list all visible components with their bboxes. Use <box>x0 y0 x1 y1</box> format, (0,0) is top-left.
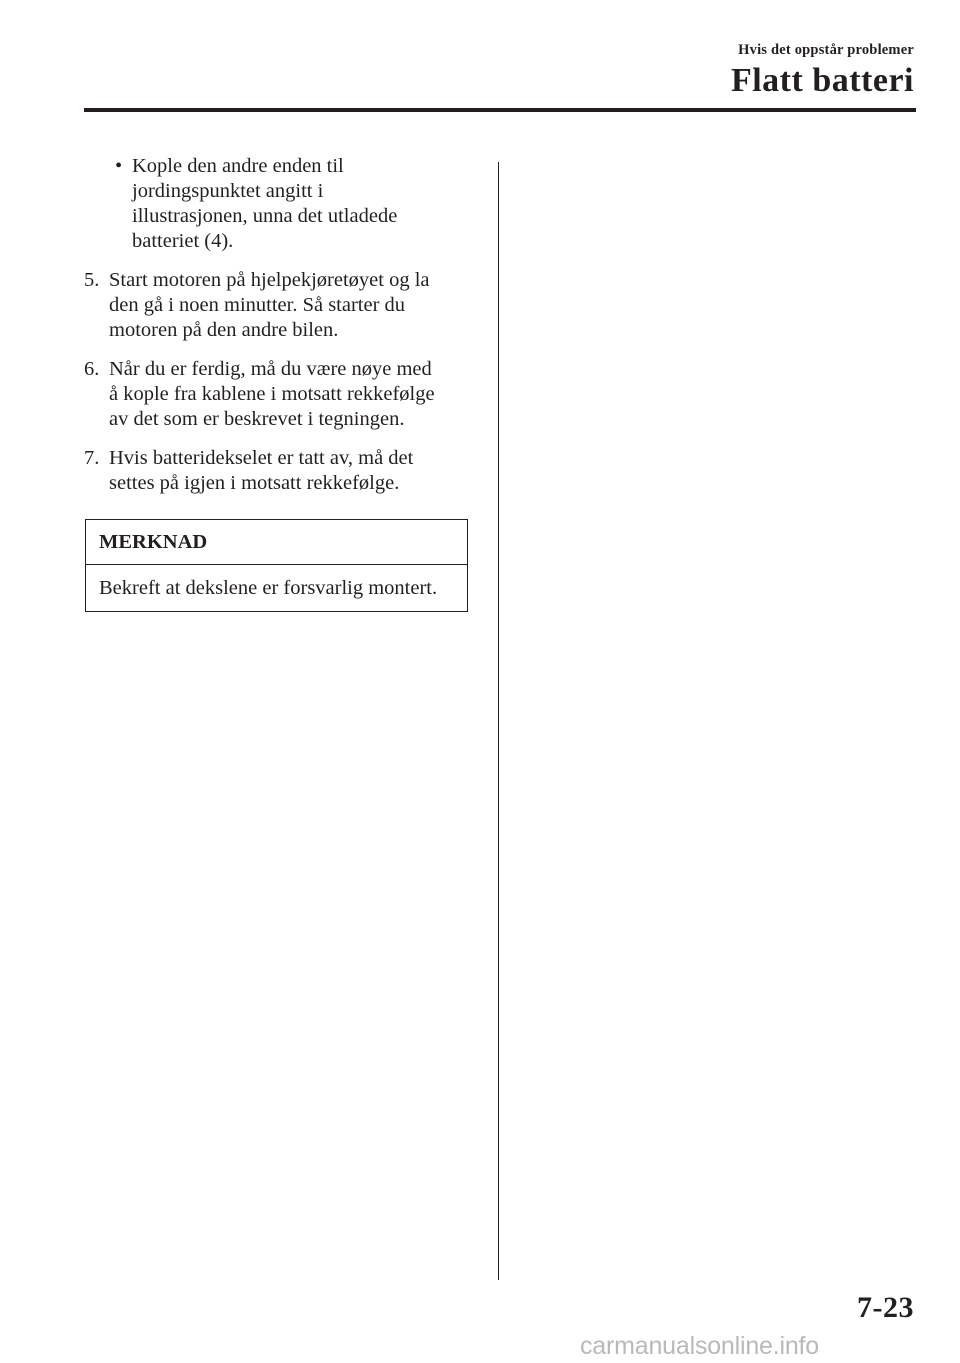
page-title: Flatt batteri <box>730 62 914 99</box>
note-box <box>85 519 468 612</box>
step-number: 7. <box>84 447 100 469</box>
step-line: Start motoren på hjelpekjøretøyet og la <box>109 269 430 291</box>
bullet-mark: • <box>115 155 123 177</box>
step-line: av det som er beskrevet i tegningen. <box>109 408 405 430</box>
step-item <box>84 357 474 432</box>
step-line: den gå i noen minutter. Så starter du <box>109 294 406 316</box>
bullet-item <box>84 154 474 254</box>
note-heading: MERKNAD <box>86 520 467 565</box>
step-number: 5. <box>84 269 100 291</box>
column-divider <box>498 162 499 1280</box>
step-number: 6. <box>84 358 100 380</box>
step-item <box>84 446 474 496</box>
step-line: settes på igjen i motsatt rekkefølge. <box>109 472 400 494</box>
step-line: å kople fra kablene i motsatt rekkefølge <box>109 383 435 405</box>
bullet-line: illustrasjonen, unna det utladede <box>132 205 398 227</box>
bullet-line: jordingspunktet angitt i <box>132 180 324 202</box>
left-column <box>84 154 474 496</box>
header-rule <box>84 108 916 112</box>
chapter-header: Hvis det oppstår problemer <box>738 42 914 58</box>
step-line: Når du er ferdig, må du være nøye med <box>109 358 432 380</box>
note-text: Bekreft at dekslene er forsvarlig montert. <box>99 577 438 599</box>
watermark: carmanualsonline.info <box>580 1332 820 1360</box>
step-line: motoren på den andre bilen. <box>109 319 339 341</box>
bullet-line: batteriet (4). <box>132 230 234 252</box>
step-item <box>84 268 474 343</box>
bullet-line: Kople den andre enden til <box>132 155 344 177</box>
step-line: Hvis batteridekselet er tatt av, må det <box>109 447 414 469</box>
page-number: 7-23 <box>857 1291 914 1324</box>
